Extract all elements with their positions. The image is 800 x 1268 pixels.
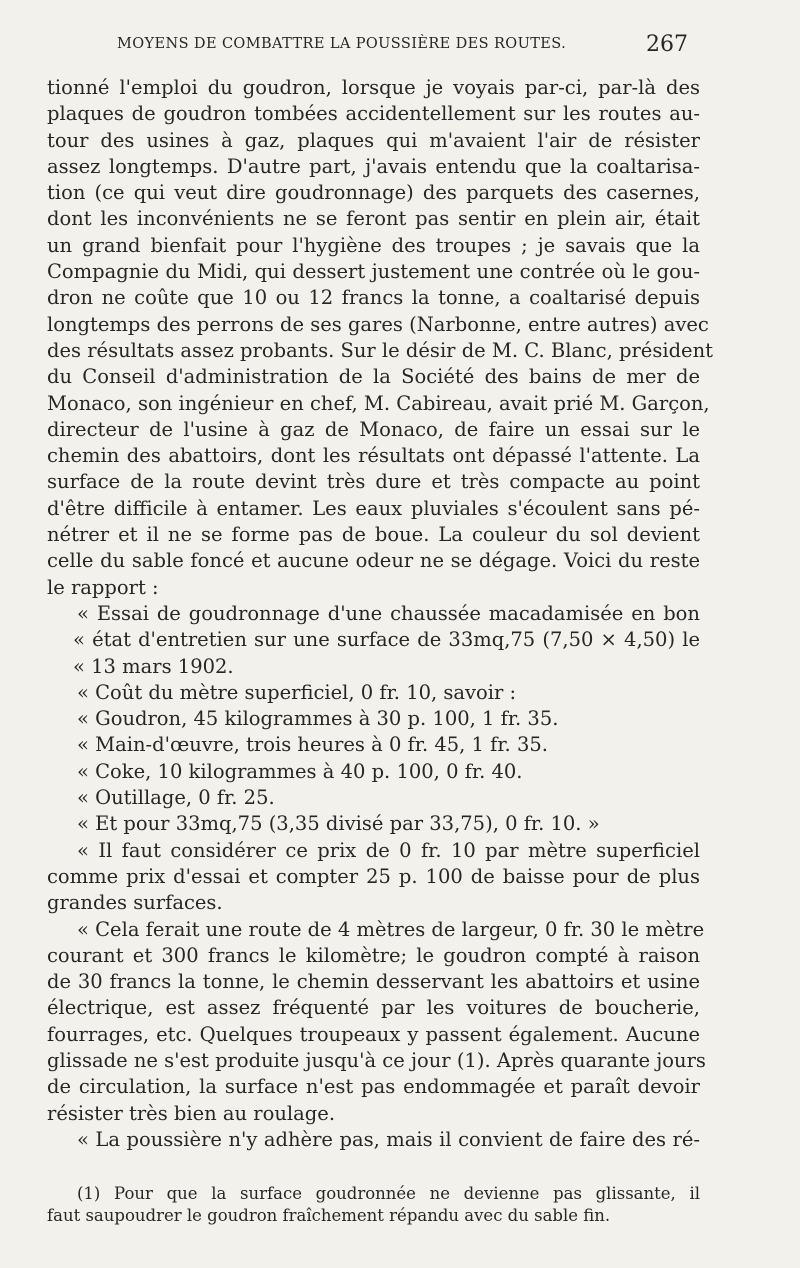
text-line: « Coût du mètre superficiel, 0 fr. 10, savoir : (77, 680, 517, 704)
text-line: « Coke, 10 kilogrammes à 40 p. 100, 0 fr. 40. (77, 759, 523, 783)
text-line: plaques de goudron tombées accidentellement sur les routes au- (47, 102, 700, 126)
text-line: de 30 francs la tonne, le chemin desservant les abattoirs et usine (47, 970, 700, 994)
text-line: directeur de l'usine à gaz de Monaco, de faire un essai sur le (47, 417, 700, 441)
footnote (47, 1183, 700, 1227)
text-line: « Main-d'œuvre, trois heures à 0 fr. 45, 1 fr. 35. (77, 733, 548, 757)
text-line: du Conseil d'administration de la Société des bains de mer de (47, 365, 700, 389)
body-text (47, 75, 713, 1153)
text-line: chemin des abattoirs, dont les résultats ont dépassé l'attente. La (47, 444, 700, 468)
text-line: d'être difficile à entamer. Les eaux pluviales s'écoulent sans pé- (47, 496, 700, 520)
text-line: dron ne coûte que 10 ou 12 francs la tonne, a coaltarisé depuis (47, 286, 700, 310)
text-line: glissade ne s'est produite jusqu'à ce jour (1). Après quarante jours (47, 1048, 706, 1072)
text-line: grandes surfaces. (47, 891, 223, 915)
text-line: le rapport : (47, 575, 159, 599)
text-line: Compagnie du Midi, qui dessert justement une contrée où le gou- (47, 260, 700, 284)
text-line: celle du sable foncé et aucune odeur ne se dégage. Voici du reste (47, 549, 700, 573)
text-line: Monaco, son ingénieur en chef, M. Cabireau, avait prié M. Garçon, (47, 391, 710, 415)
footnote-line: (1) Pour que la surface goudronnée ne devienne pas glissante, il (77, 1184, 700, 1203)
text-line: « état d'entretien sur une surface de 33mq,75 (7,50 × 4,50) le (73, 628, 700, 652)
text-line: un grand bienfait pour l'hygiène des troupes ; je savais que la (47, 233, 700, 257)
text-line: tion (ce qui veut dire goudronnage) des parquets des casernes, (47, 181, 700, 205)
text-line: « Outillage, 0 fr. 25. (77, 786, 275, 810)
text-line: « Cela ferait une route de 4 mètres de largeur, 0 fr. 30 le mètre (77, 917, 705, 941)
text-line: des résultats assez probants. Sur le désir de M. C. Blanc, président (47, 338, 713, 362)
text-line: « Essai de goudronnage d'une chaussée macadamisée en bon (77, 601, 700, 625)
text-line: tour des usines à gaz, plaques qui m'avaient l'air de résister (47, 128, 700, 152)
text-line: nétrer et il ne se forme pas de boue. La couleur du sol devient (47, 523, 700, 547)
text-line: « Goudron, 45 kilogrammes à 30 p. 100, 1 fr. 35. (77, 707, 559, 731)
text-line: courant et 300 francs le kilomètre; le goudron compté à raison (47, 943, 700, 967)
text-line: comme prix d'essai et compter 25 p. 100 de baisse pour de plus (47, 864, 700, 888)
text-line: dont les inconvénients ne se feront pas sentir en plein air, était (47, 207, 700, 231)
text-line: résister très bien au roulage. (47, 1101, 336, 1125)
text-line: « Il faut considérer ce prix de 0 fr. 10 par mètre superficiel (77, 838, 700, 862)
text-line: surface de la route devint très dure et très compacte au point (47, 470, 700, 494)
text-line: fourrages, etc. Quelques troupeaux y passent également. Aucune (47, 1022, 700, 1046)
text-line: électrique, est assez fréquenté par les voitures de boucherie, (47, 996, 700, 1020)
text-line: longtemps des perrons de ses gares (Narbonne, entre autres) avec (47, 312, 709, 336)
running-head (0, 32, 800, 64)
text-line: tionné l'emploi du goudron, lorsque je voyais par-ci, par-là des (47, 76, 700, 99)
text-line: « Et pour 33mq,75 (3,35 divisé par 33,75), 0 fr. 10. » (77, 812, 600, 836)
text-line: « 13 mars 1902. (73, 654, 234, 678)
page-number: 267 (646, 32, 688, 57)
text-line: de circulation, la surface n'est pas endommagée et paraît devoir (47, 1075, 700, 1099)
text-line: « La poussière n'y adhère pas, mais il convient de faire des ré- (77, 1127, 700, 1151)
footnote-line: faut saupoudrer le goudron fraîchement répandu avec du sable fin. (47, 1206, 611, 1225)
running-title: MOYENS DE COMBATTRE LA POUSSIÈRE DES ROUTES. (117, 36, 567, 52)
text-line: assez longtemps. D'autre part, j'avais entendu que la coaltarisa- (47, 154, 700, 178)
